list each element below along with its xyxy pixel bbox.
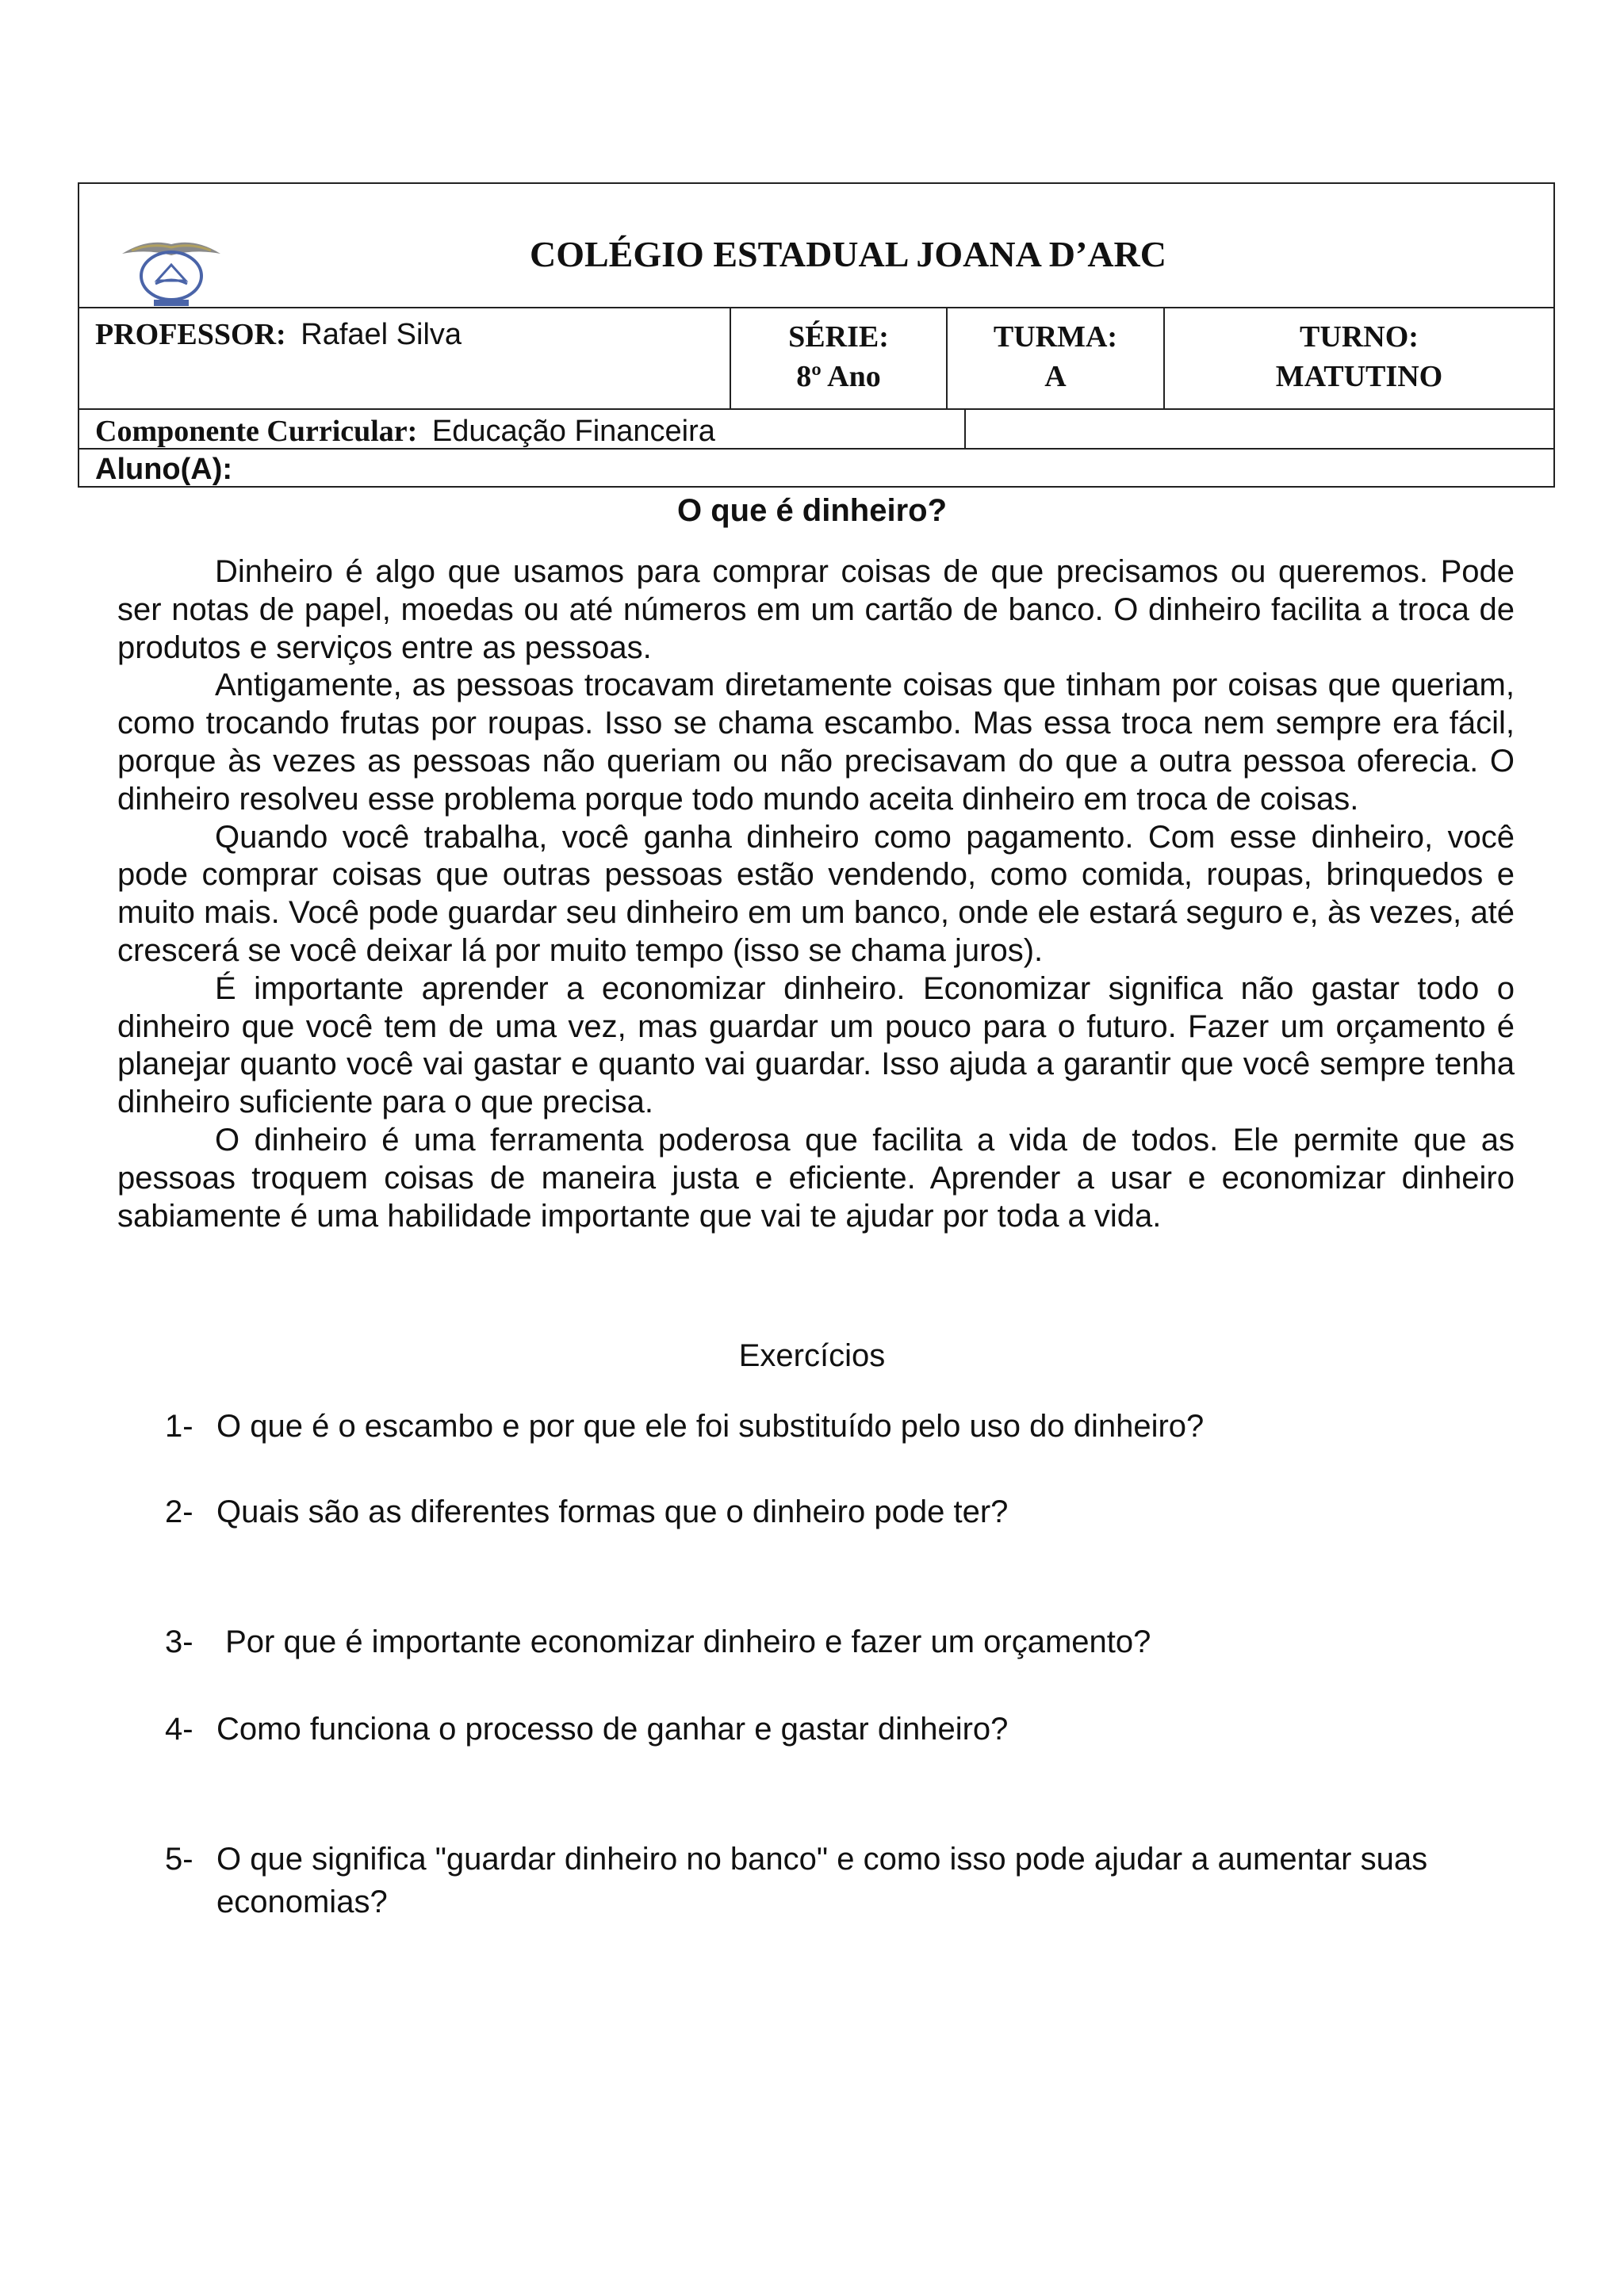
componente-cell	[95, 414, 715, 449]
componente-value: Educação Financeira	[431, 415, 715, 448]
paragraph: Dinheiro é algo que usamos para comprar coisas de que precisamos ou queremos. Pode ser notas de papel, moedas ou até números em um cartão de banco. O dinheiro facilita a troca de produtos e serviços entre as pessoas.	[117, 554, 1515, 665]
paragraph: É importante aprender a economizar dinheiro. Economizar significa não gastar todo o dinheiro que você tem de uma vez, mas guardar um pouco para o futuro. Fazer um orçamento é planejar quanto você vai gastar e quanto vai guardar. Isso ajuda a garantir que você sempre tenha dinheiro suficiente para o que precisa.	[117, 970, 1515, 1120]
turno-label: TURNO:	[1300, 320, 1419, 354]
turma-label: TURMA:	[993, 320, 1118, 354]
exercise-text: Como funciona o processo de ganhar e gastar dinheiro?	[216, 1712, 1009, 1747]
aluno-label: Aluno(A):	[95, 453, 233, 486]
exercise-number: 1-	[165, 1409, 193, 1444]
turma-value: A	[1044, 360, 1067, 393]
exercise-number: 3-	[165, 1624, 193, 1659]
exercise-text: O que significa "guardar dinheiro no banco" e como isso pode ajudar a aumentar suas economias?	[216, 1842, 1428, 1919]
header-divider	[79, 307, 1553, 308]
exercise-text: Quais são as diferentes formas que o dinheiro pode ter?	[216, 1494, 1009, 1529]
professor-name: Rafael Silva	[301, 318, 462, 351]
exercise-text: Por que é importante economizar dinheiro e fazer um orçamento?	[216, 1624, 1151, 1659]
exercise-number: 5-	[165, 1842, 193, 1877]
body-text	[117, 553, 1515, 1235]
serie-label: SÉRIE:	[788, 320, 889, 354]
turno-value: MATUTINO	[1275, 360, 1443, 393]
exercise-number: 2-	[165, 1494, 193, 1529]
serie-cell	[731, 317, 946, 396]
professor-cell	[95, 317, 462, 352]
componente-label: Componente Curricular:	[95, 415, 418, 448]
header-divider	[79, 408, 1553, 410]
paragraph: Quando você trabalha, você ganha dinheiro como pagamento. Com esse dinheiro, você pode comprar coisas que outras pessoas estão vendendo, como comida, roupas, brinquedos e muito mais. Você pode guardar seu dinheiro em um banco, onde ele estará seguro e, às vezes, até crescerá se você deixar lá por muito tempo (isso se chama juros).	[117, 819, 1515, 968]
professor-label: PROFESSOR:	[95, 318, 286, 351]
header-table	[78, 182, 1555, 488]
exercises-title: Exercícios	[738, 1338, 886, 1373]
serie-value: 8º Ano	[796, 360, 881, 393]
header-column-divider	[964, 408, 966, 448]
exercise-text: O que é o escambo e por que ele foi substituído pelo uso do dinheiro?	[216, 1409, 1205, 1444]
paragraph: Antigamente, as pessoas trocavam diretamente coisas que tinham por coisas que queriam, como trocando frutas por roupas. Isso se chama escambo. Mas essa troca nem sempre era fácil, porque às vezes as pessoas não queriam ou não precisavam do que a outra pessoa oferecia. O dinheiro resolveu esse problema porque todo mundo aceita dinheiro em troca de coisas.	[117, 668, 1515, 817]
paragraph: O dinheiro é uma ferramenta poderosa que facilita a vida de todos. Ele permite que as pessoas troquem coisas de maneira justa e eficiente. Aprender a usar e economizar dinheiro sabiamente é uma habilidade importante que vai te ajudar por toda a vida.	[117, 1122, 1515, 1234]
exercise-number: 4-	[165, 1712, 193, 1747]
turma-cell	[948, 317, 1163, 396]
page-title: O que é dinheiro?	[676, 493, 948, 528]
school-name: COLÉGIO ESTADUAL JOANA D’ARC	[530, 234, 1166, 274]
turno-cell	[1165, 317, 1553, 396]
